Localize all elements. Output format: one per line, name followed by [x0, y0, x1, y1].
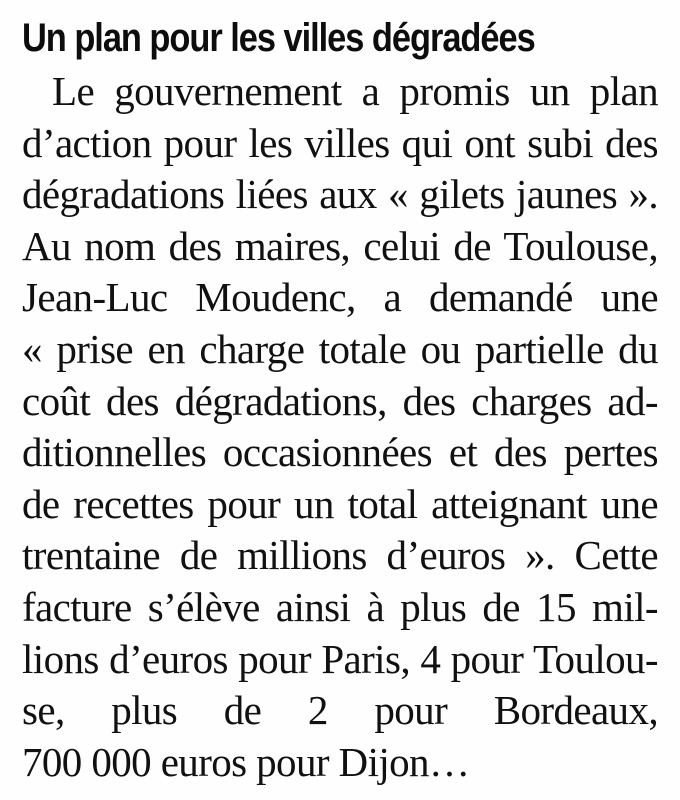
- article-body-line: 700 000 euros pour Dijon…: [22, 738, 470, 785]
- article-body: [22, 66, 658, 788]
- article-body-line: facture s’élève ainsi à plus de 15 mil-: [22, 583, 658, 630]
- article-body-line: Jean-Luc Moudenc, a demandé une: [22, 274, 658, 321]
- article-body-line: trentaine de millions d’euros ». Cette: [22, 532, 658, 579]
- article-body-line: d’action pour les villes qui ont subi des: [22, 119, 658, 166]
- article-body-line: dégradations liées aux « gilets jaunes ».: [22, 171, 658, 218]
- article-body-line: ditionnelles occasionnées et des pertes: [22, 429, 658, 476]
- article-body-line: Au nom des maires, celui de Toulouse,: [22, 222, 658, 269]
- article-body-line: « prise en charge totale ou partielle du: [22, 325, 658, 372]
- article-body-line: coût des dégradations, des charges ad-: [22, 377, 658, 424]
- article-headline: Un plan pour les villes dégradées: [22, 16, 535, 60]
- article-body-line: Le gouvernement a promis un plan: [52, 68, 658, 114]
- article-body-line: se, plus de 2 pour Bordeaux,: [22, 687, 658, 734]
- article-body-line: de recettes pour un total atteignant une: [22, 480, 658, 527]
- article-body-line: lions d’euros pour Paris, 4 pour Toulou-: [22, 635, 658, 682]
